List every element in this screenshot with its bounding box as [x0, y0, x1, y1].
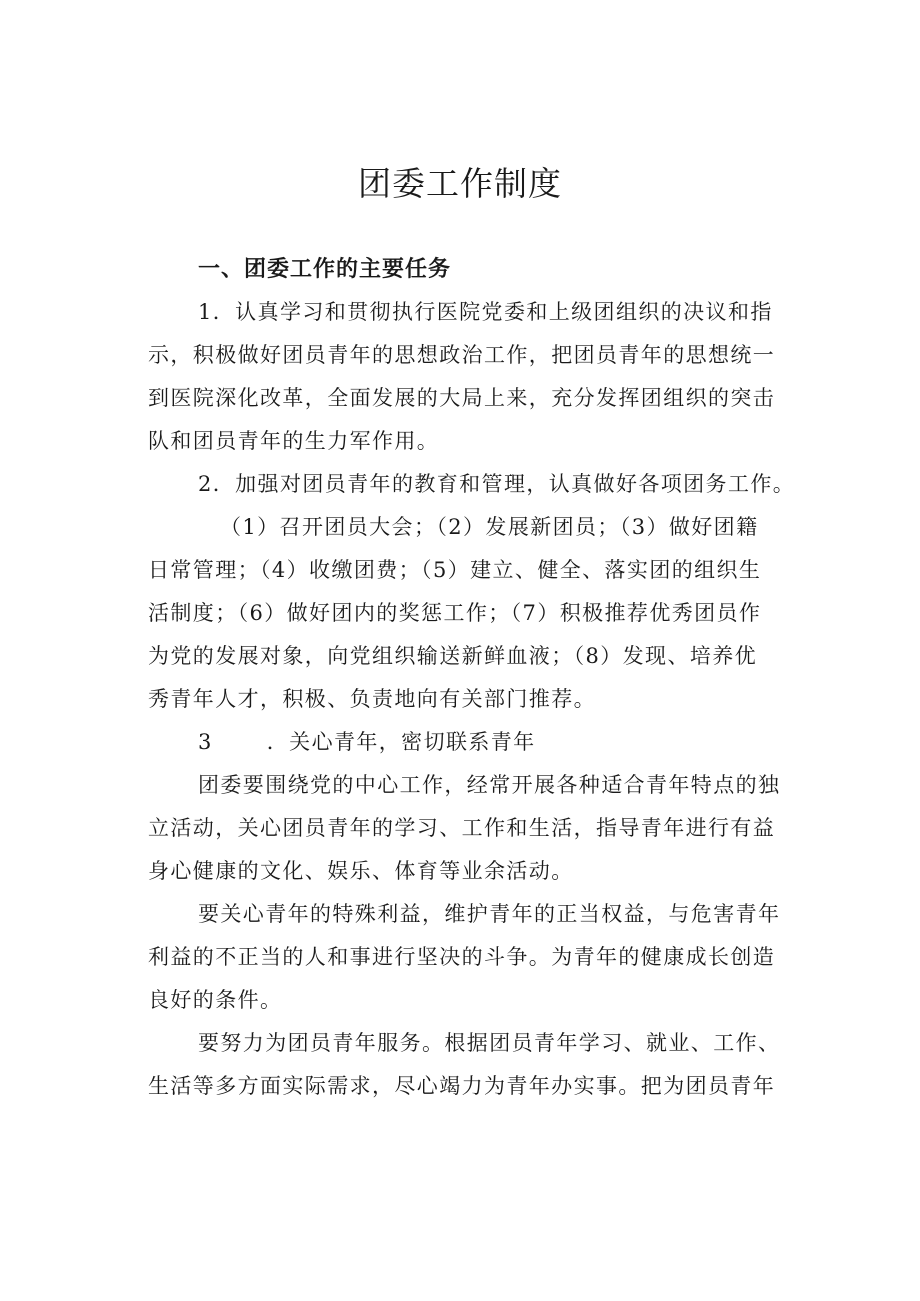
item-heading [148, 721, 808, 764]
paragraph-line: 活制度；（6）做好团内的奖惩工作；（7）积极推荐优秀团员作 [148, 601, 762, 625]
paragraph-line: 秀青年人才，积极、负责地向有关部门推荐。 [148, 687, 596, 711]
paragraph-line: 要努力为团员青年服务。根据团员青年学习、就业、工作、 [198, 1031, 781, 1055]
paragraph-line: 身心健康的文化、娱乐、体育等业余活动。 [148, 859, 574, 883]
paragraph-line: 利益的不正当的人和事进行坚决的斗争。为青年的健康成长创造 [148, 945, 776, 969]
paragraph-line: 队和团员青年的生力军作用。 [148, 429, 440, 453]
section-heading: 一、团委工作的主要任务 [198, 257, 452, 282]
paragraph-line: 良好的条件。 [148, 988, 283, 1012]
paragraph-line: 2．加强对团员青年的教育和管理，认真做好各项团务工作。 [198, 472, 796, 496]
paragraph-line: 日常管理；（4）收缴团费；（5）建立、健全、落实团的组织生 [148, 558, 762, 582]
paragraph-line: 生活等多方面实际需求，尽心竭力为青年办实事。把为团员青年 [148, 1074, 776, 1098]
paragraph-line: 到医院深化改革，全面发展的大局上来，充分发挥团组织的突击 [148, 386, 776, 410]
paragraph-line: 1．认真学习和贯彻执行医院党委和上级团组织的决议和指 [198, 300, 773, 324]
paragraph-line: 为党的发展对象，向党组织输送新鲜血液；（8）发现、培养优 [148, 644, 758, 668]
document-title: 团委工作制度 [358, 164, 562, 203]
item-number: 3 [198, 730, 213, 754]
paragraph-line: 立活动，关心团员青年的学习、工作和生活，指导青年进行有益 [148, 816, 776, 840]
paragraph-line: 团委要围绕党的中心工作，经常开展各种适合青年特点的独 [198, 773, 781, 797]
document-body [148, 248, 808, 1108]
paragraph-line: 要关心青年的特殊利益，维护青年的正当权益，与危害青年 [198, 902, 781, 926]
paragraph-line: （1）召开团员大会；（2）发展新团员；（3）做好团籍 [220, 515, 759, 539]
paragraph-line: 示，积极做好团员青年的思想政治工作，把团员青年的思想统一 [148, 343, 776, 367]
item-heading-text: ．关心青年，密切联系青年 [266, 730, 536, 754]
